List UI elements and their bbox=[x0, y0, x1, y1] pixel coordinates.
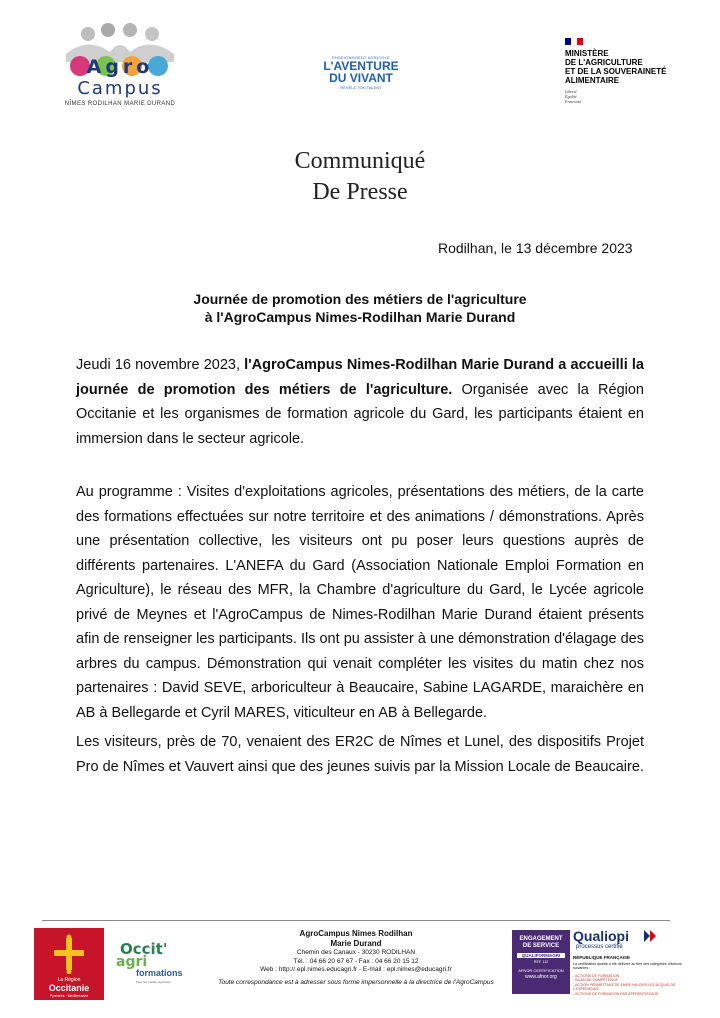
qualiopi-logo bbox=[573, 928, 693, 1008]
qualiopi-actions: - ACTIONS DE FORMATION - BILAN DE COMPÉTENCE - ACTION PERMETTANT DE FAIRE VALIDER LES ACQUIS DE L'EXPÉRIENCE - ACTIONS DE FORMATION PAR APPRENTISSAGE bbox=[573, 974, 676, 996]
occit-logo-line2: agri bbox=[116, 954, 148, 970]
aventure-du-vivant-logo bbox=[316, 55, 406, 93]
paragraph-1-lead: Jeudi 16 novembre 2023, bbox=[76, 357, 245, 373]
aventure-logo-line1: L'AVENTURE bbox=[323, 59, 399, 73]
service-line5: AFNOR CERTIFICATION bbox=[518, 968, 564, 973]
aventure-logo-top: ENSEIGNEMENT AGRICOLE bbox=[332, 55, 390, 60]
document-subject: Journée de promotion des métiers de l'agriculture à l'AgroCampus Nimes-Rodilhan Marie Durand bbox=[193, 291, 527, 325]
occit-logo-line1: Occit' bbox=[120, 940, 168, 958]
french-flag-icon bbox=[565, 38, 583, 45]
aventure-logo-line2: DU VIVANT bbox=[329, 71, 393, 85]
engagement-service-logo bbox=[512, 930, 570, 994]
region-label-name: Occitanie bbox=[48, 983, 90, 993]
footer-note: Toute correspondance est à adresser sous forme impersonnelle à la directrice de l'AgroCampus bbox=[218, 978, 494, 986]
qualiopi-title: Qualiopi bbox=[573, 928, 629, 944]
qualiopi-republique: RÉPUBLIQUE FRANÇAISE bbox=[573, 955, 631, 960]
agrocampus-logo-subtitle: NÎMES RODILHAN MARIE DURAND bbox=[64, 101, 176, 107]
qualiopi-marks-icon bbox=[644, 930, 662, 942]
occit-logo-line3: formations bbox=[136, 968, 183, 978]
service-line4: REF. 112 bbox=[533, 960, 549, 964]
paragraph-1 bbox=[76, 353, 644, 451]
service-line6: www.afnor.org bbox=[525, 974, 557, 980]
ministry-name: MINISTÈRE DE L'AGRICULTURE ET DE LA SOUVERAINETÉ ALIMENTAIRE bbox=[565, 49, 667, 85]
occitagri-formations-logo bbox=[114, 940, 186, 990]
agrocampus-logo-line1: Agro bbox=[86, 56, 154, 78]
occit-logo-line4: Pour les métiers agricoles bbox=[136, 980, 171, 984]
occitan-cross-icon bbox=[54, 934, 84, 974]
service-line2: DE SERVICE bbox=[522, 943, 560, 949]
ministry-motto: Liberté Égalité Fraternité bbox=[565, 89, 582, 104]
region-label-small: La Région bbox=[57, 977, 81, 983]
page-title: Communiqué De Presse bbox=[294, 148, 426, 205]
footer-phone: Tél. : 04 66 20 67 67 - Fax : 04 66 20 15 12 bbox=[293, 957, 419, 965]
agrocampus-logo-line2: Campus bbox=[77, 78, 163, 99]
service-line3: QUALIFORMAGRI bbox=[517, 953, 565, 958]
document-date: Rodilhan, le 13 décembre 2023 bbox=[438, 240, 633, 256]
paragraph-2: Au programme : Visites d'exploitations agricoles, présentations des métiers, de la carte des formations effectuées sur notre territoire et des animations / démonstrations. Après une présentation collective, les visiteurs ont pu poser leurs questions auprès de différents partenaires. L'ANEFA du Gard (Association Nationale Emploi Formation en Agriculture), le réseau des MFR, la Chambre d'agriculture du Gard, le Lycée agricole privé de Meynes et l'AgroCampus de Nimes-Rodilhan Marie Durand étaient présents afin de renseigner les participants. Ils ont pu assister à une démonstration d'élagage des arbres du campus. Démonstration qui venait compléter les visites du matin chez nos partenaires : David SEVE, arboriculteur à Beaucaire, Sabine LAGARDE, maraichère en AB à Bellegarde et Cyril MARES, viticulteur en AB à Bellegarde. bbox=[76, 484, 644, 721]
region-occitanie-logo bbox=[34, 928, 104, 1000]
footer-org-name2: Marie Durand bbox=[330, 939, 382, 948]
footer-address: Chemin des Canaux - 30230 RODILHAN bbox=[296, 949, 416, 956]
qualiopi-subtitle: processus certifié bbox=[576, 944, 623, 950]
paragraph-1-rest: Organisée avec la Région Occitanie et les organismes de formation agricole du Gard, les participants étaient en immersion dans le secteur agricole. bbox=[76, 381, 644, 447]
footer-contact bbox=[186, 929, 526, 987]
paragraph-1-bold: l'AgroCampus Nimes-Rodilhan Marie Durand a accueilli la journée de promotion des métiers de l'agriculture. bbox=[76, 357, 644, 398]
ministry-logo bbox=[556, 38, 676, 108]
footer-org-name: AgroCampus Nimes Rodilhan bbox=[299, 929, 413, 938]
footer-web: Web : http://.epl.nimes.educagri.fr - E-mail : epl.nimes@educagri.fr bbox=[260, 966, 452, 973]
region-label-sub: Pyrénées · Méditerranée bbox=[49, 994, 89, 998]
paragraph-3: Les visiteurs, près de 70, venaient des ER2C de Nîmes et Lunel, des dispositifs Projet Pro de Nîmes et Vauvert ainsi que des jeunes suivis par la Mission Locale de Beaucaire. bbox=[76, 734, 644, 775]
qualiopi-cert-text: La certification qualité a été délivrée au titre des catégories d'actions suivantes : bbox=[573, 962, 682, 971]
agrocampus-logo bbox=[58, 22, 182, 108]
service-line1: ENGAGEMENT bbox=[519, 936, 563, 942]
footer-divider bbox=[42, 920, 670, 921]
aventure-logo-bottom: RÉVÈLE TON TALENT bbox=[340, 85, 382, 90]
